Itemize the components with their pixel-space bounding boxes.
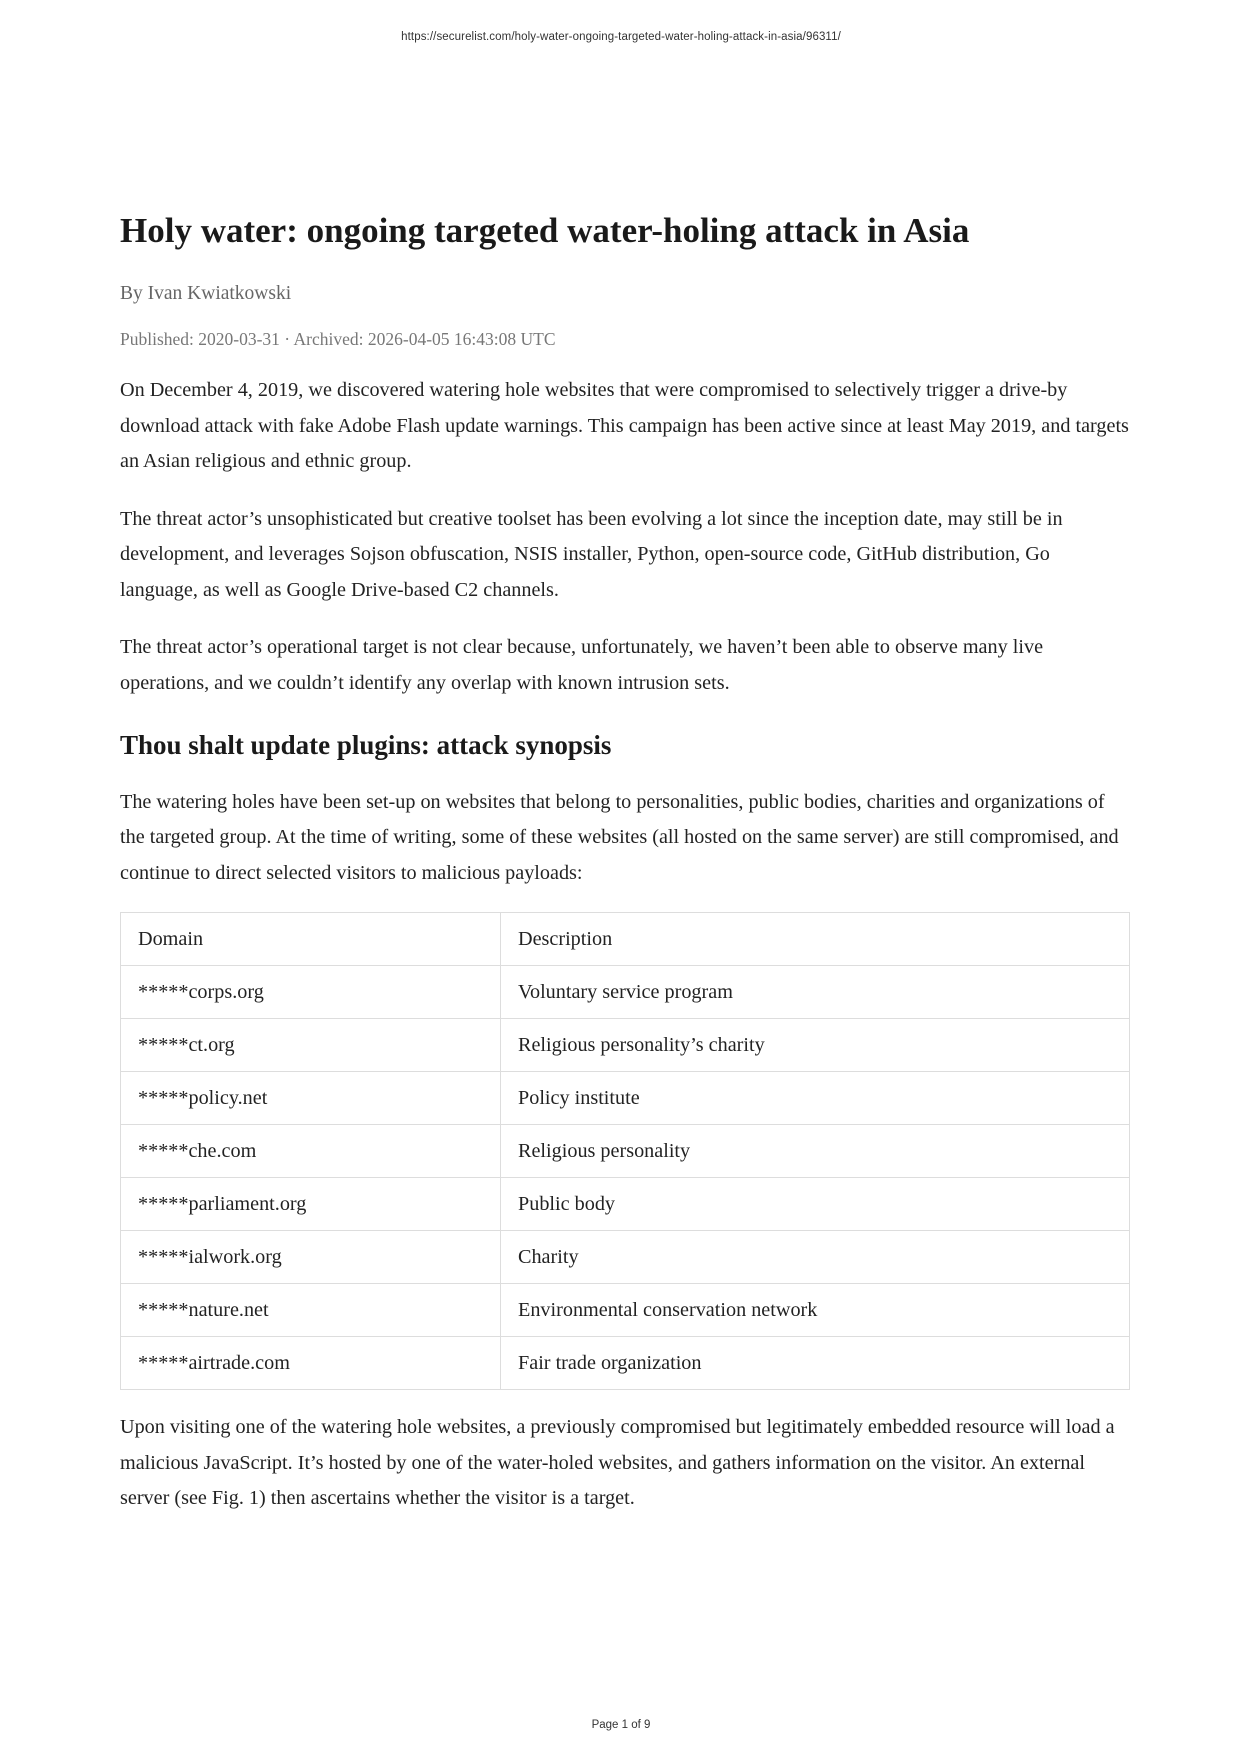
description-cell: Fair trade organization	[501, 1337, 1130, 1390]
domain-cell: *****che.com	[121, 1125, 501, 1178]
table-header-cell: Description	[501, 913, 1130, 966]
article-title: Holy water: ongoing targeted water-holing attack in Asia	[120, 211, 970, 250]
toolset-paragraph: The threat actor’s unsophisticated but creative toolset has been evolving a lot since the inception date, may still be in development, and leverages Sojson obfuscation, NSIS installer, Python, open-source code, GitHub distribution, Go language, as well as Google Drive-based C2 channels.	[120, 507, 1063, 601]
table-header-row	[121, 913, 1130, 966]
domain-cell: *****airtrade.com	[121, 1337, 501, 1390]
domain-cell: *****policy.net	[121, 1072, 501, 1125]
table-row	[121, 1019, 1130, 1072]
table-row	[121, 1231, 1130, 1284]
table-row	[121, 1337, 1130, 1390]
description-cell: Policy institute	[501, 1072, 1130, 1125]
domain-cell: *****ct.org	[121, 1019, 501, 1072]
domain-cell: *****corps.org	[121, 966, 501, 1019]
article-byline: By Ivan Kwiatkowski	[120, 283, 292, 304]
domain-cell: *****ialwork.org	[121, 1231, 501, 1284]
page-url-header: https://securelist.com/holy-water-ongoing-targeted-water-holing-attack-in-asia/96311/	[401, 31, 841, 43]
description-cell: Religious personality’s charity	[501, 1019, 1130, 1072]
description-cell: Charity	[501, 1231, 1130, 1284]
article	[120, 210, 1130, 1517]
table-row	[121, 1072, 1130, 1125]
table-row	[121, 1284, 1130, 1337]
closing-paragraph: Upon visiting one of the watering hole websites, a previously compromised but legitimately embedded resource will load a malicious JavaScript. It’s hosted by one of the water-holed websites, and gathers information on the visitor. An external server (see Fig. 1) then ascertains whether the visitor is a target.	[120, 1416, 1115, 1510]
article-published-date: Published: 2020-03-31 · Archived: 2026-04-05 16:43:08 UTC	[120, 329, 556, 350]
section-paragraph: The watering holes have been set-up on websites that belong to personalities, public bodies, charities and organizations of the targeted group. At the time of writing, some of these websites (all hosted on the same server) are still compromised, and continue to direct selected visitors to malicious payloads:	[120, 790, 1119, 884]
description-cell: Voluntary service program	[501, 966, 1130, 1019]
table-row	[121, 966, 1130, 1019]
domain-cell: *****nature.net	[121, 1284, 501, 1337]
table-row	[121, 1178, 1130, 1231]
table-row	[121, 1125, 1130, 1178]
description-cell: Public body	[501, 1178, 1130, 1231]
table-header-cell: Domain	[121, 913, 501, 966]
page-number-footer: Page 1 of 9	[591, 1719, 651, 1731]
intro-paragraph: On December 4, 2019, we discovered watering hole websites that were compromised to selectively trigger a drive-by download attack with fake Adobe Flash update warnings. This campaign has been active since at least May 2019, and targets an Asian religious and ethnic group.	[120, 379, 1129, 473]
description-cell: Environmental conservation network	[501, 1284, 1130, 1337]
target-paragraph: The threat actor’s operational target is not clear because, unfortunately, we haven’t been able to observe many live operations, and we couldn’t identify any overlap with known intrusion sets.	[120, 636, 1044, 694]
domain-cell: *****parliament.org	[121, 1178, 501, 1231]
description-cell: Religious personality	[501, 1125, 1130, 1178]
watering-hole-domains-table	[120, 912, 1130, 1390]
section-heading: Thou shalt update plugins: attack synopsis	[120, 730, 612, 761]
